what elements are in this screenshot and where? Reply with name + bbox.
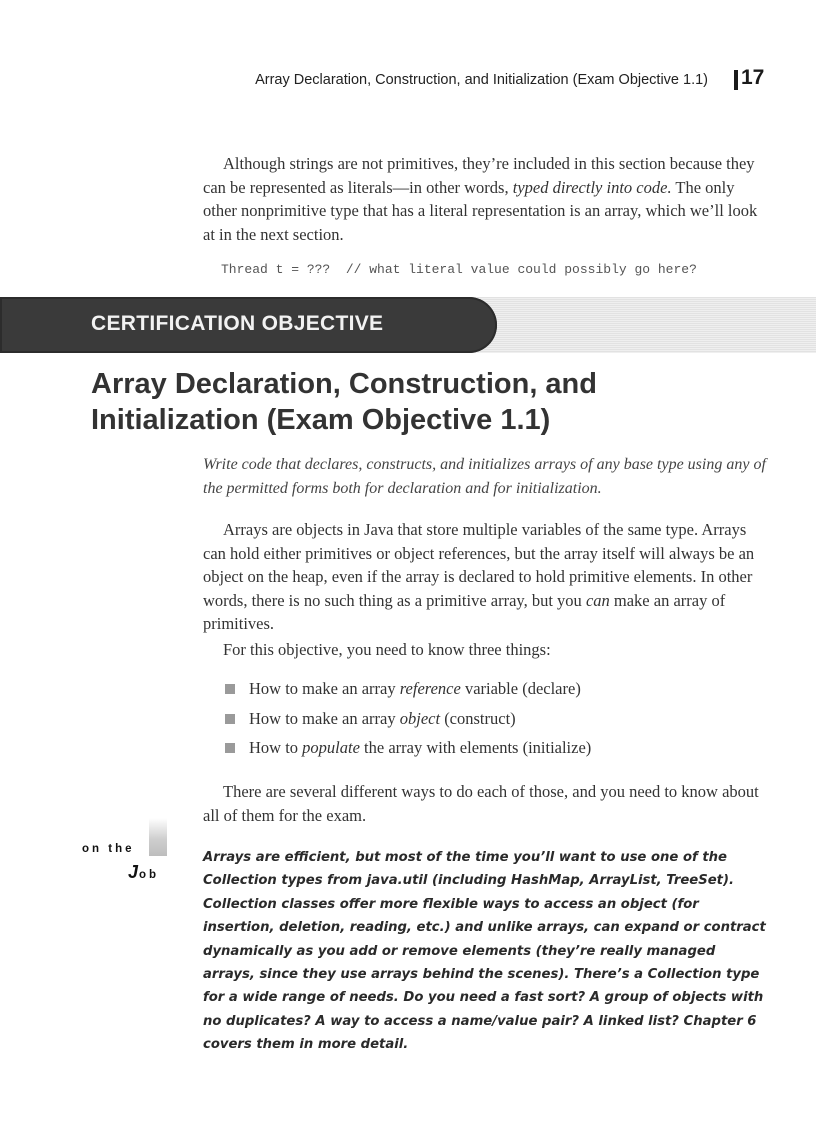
three-things-paragraph <box>203 638 763 662</box>
bullet-text: How to make an array <box>249 679 400 698</box>
intro-emphasis: typed directly into code. <box>512 177 672 197</box>
section-title-line1: Array Declaration, Construction, and <box>91 368 597 400</box>
list-item <box>225 677 765 707</box>
three-things-text: For this objective, you need to know three things: <box>223 640 551 659</box>
job-label <box>128 862 159 883</box>
on-the-job-note: Arrays are efficient, but most of the time you’ll want to use one of the Collection types from java.util (including HashMap, ArrayList, TreeSet). Collection classes offer more flexible ways to access an object (for insertion, deletion, reading, etc.) and unlike arrays, can expand or contract dynamically as you add or remove elements (they’re really managed arrays, since they use arrays behind the scenes). There’s a Collection type for a wide range of needs. Do you need a fast sort? A group of objects with no duplicates? A way to access a name/value pair? A linked list? Chapter 6 covers them in more detail. <box>203 850 766 1053</box>
section-title <box>91 366 731 438</box>
on-the-label: on the <box>82 843 135 855</box>
arrays-intro-paragraph <box>203 518 763 636</box>
intro-text-a: Although strings are not primitives, they’re included in this section because they can be represented as literals—in other words, <box>203 154 755 197</box>
square-bullet-icon <box>225 684 235 694</box>
bullet-text: the array with elements (initialize) <box>359 738 592 757</box>
code-sample: Thread t = ??? // what literal value could possibly go here? <box>221 262 697 277</box>
bullet-emphasis: reference <box>399 679 461 698</box>
intro-text-b: The only other nonprimitive type that has a literal representation is an array, which we’ll look at in the next section. <box>203 177 758 244</box>
bullet-text: variable (declare) <box>460 679 581 698</box>
bullet-list <box>225 677 765 766</box>
arrays-emphasis: can <box>585 590 610 610</box>
bullet-emphasis: populate <box>302 738 360 757</box>
bullet-text: (construct) <box>440 708 516 728</box>
on-the-job-gradient-bar <box>149 818 167 856</box>
ways-paragraph <box>203 780 763 827</box>
arrays-text-b: make an array of primitives. <box>203 590 726 633</box>
certification-objective-banner <box>0 297 816 353</box>
square-bullet-icon <box>225 743 235 753</box>
running-title: Array Declaration, Construction, and Initialization (Exam Objective 1.1) <box>255 72 708 88</box>
ways-text: There are several different ways to do each of those, and you need to know about all of them for the exam. <box>203 782 759 825</box>
job-initial: J <box>128 862 140 882</box>
header-divider <box>734 70 738 90</box>
list-item <box>225 707 765 737</box>
section-title-line2: Initialization (Exam Objective 1.1) <box>91 404 551 436</box>
intro-paragraph <box>203 152 763 246</box>
list-item <box>225 736 765 766</box>
banner-label: CERTIFICATION OBJECTIVE <box>91 312 384 335</box>
bullet-text: How to make an array <box>249 708 400 728</box>
on-the-job-icon <box>82 818 180 882</box>
exam-objective-statement: Write code that declares, constructs, and initializes arrays of any base type using any of the permitted forms both for declaration and for initialization. <box>203 456 766 497</box>
bullet-text: How to <box>249 738 303 757</box>
arrays-text-a: Arrays are objects in Java that store multiple variables of the same type. Arrays can hold either primitives or object references, but the array itself will always be an object on the heap, even if the array is declared to hold primitive elements. In other words, there is no such thing as a primitive array, but you <box>203 520 755 610</box>
page-number: 17 <box>741 66 765 89</box>
running-header <box>0 66 816 96</box>
job-rest: ob <box>139 869 160 881</box>
bullet-emphasis: object <box>399 708 441 728</box>
square-bullet-icon <box>225 714 235 724</box>
